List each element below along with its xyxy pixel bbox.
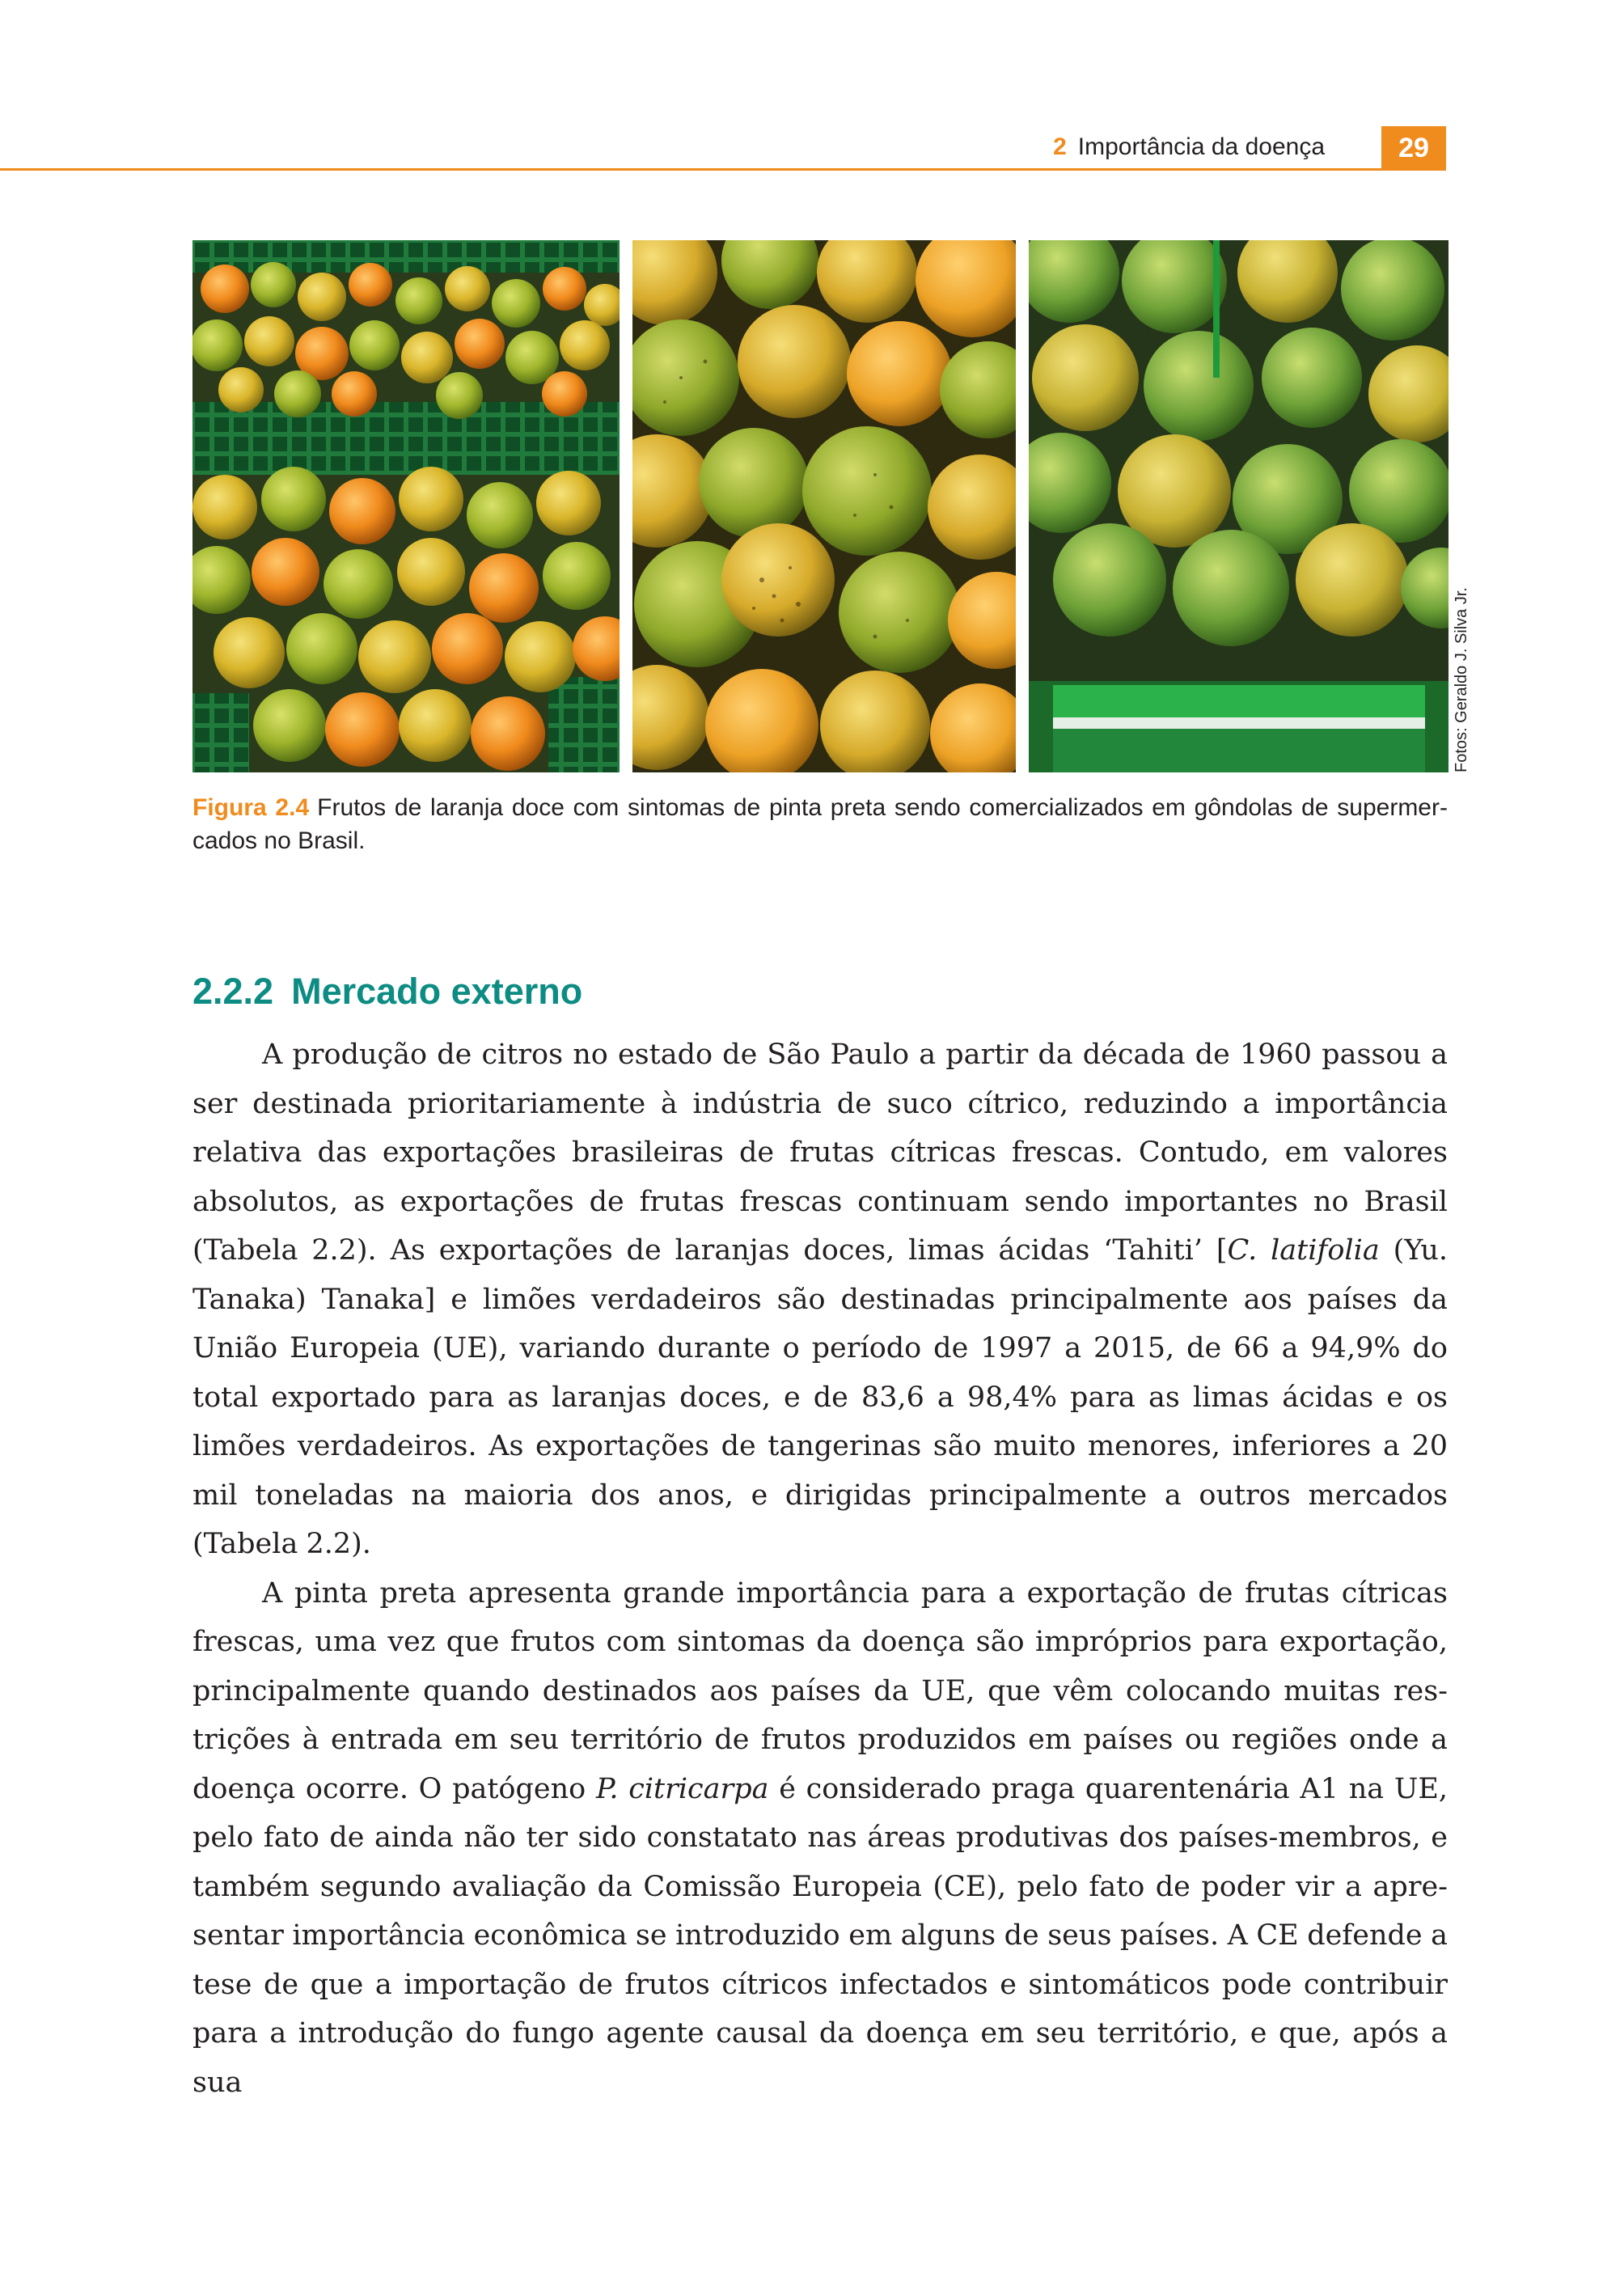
- figure-caption-text: Frutos de laranja doce com sintomas de pinta preta sendo comercializados em gôndolas de supermercados no Brasil.: [192, 794, 1448, 854]
- species-name: P. citricarpa: [595, 1772, 769, 1805]
- page-number: 29: [1381, 126, 1446, 171]
- species-name: C. latifolia: [1227, 1234, 1380, 1267]
- paragraph-text: A pinta preta apresenta grande importância para a exportação de frutas cítricas frescas, uma vez que frutos com sintomas da doença são impróprios para exportação, principalmente quando destinados aos países da UE, que vêm colocando muitas restrições à entrada em seu território de frutos produzidos em países ou regiões onde a doença ocorre. O patógeno: [192, 1576, 1448, 1805]
- section-number: 2.2.2: [192, 971, 274, 1012]
- paragraph-text: A produção de citros no estado de São Paulo a partir da década de 1960 passou a ser destinada prioritariamente à indústria de suco cítrico, reduzindo a importância relativa das exportações brasileiras de frutas cítricas frescas. Contudo, em valores absolutos, as exportações de frutas frescas continuam sendo importantes no Brasil (Tabela 2.2). As exportações de laranjas doces, limas ácidas ‘Tahiti’ [: [192, 1039, 1448, 1267]
- paragraph: [192, 1030, 1448, 1569]
- section-heading: [192, 969, 582, 1014]
- header-rule: [0, 168, 1446, 171]
- figure-label: Figura 2.4: [192, 794, 310, 821]
- chapter-title-text: Importância da doença: [1077, 133, 1325, 160]
- chapter-number: 2: [1053, 133, 1067, 160]
- fruit-display-crates-image: [192, 240, 620, 772]
- fruit-closeup-photo: [632, 240, 1016, 772]
- paragraph-text: (Yu. Tanaka) Tanaka] e limões verdadeiros são destinadas principalmente aos países da União Europeia (UE), variando durante o período de 1997 a 2015, de 66 a 94,9% do total exportado para as laranjas doces, e de 83,6 a 98,4% para as limas ácidas e os limões verdadeiros. As exportações de tangerinas são muito menores, inferiores a 20 mil toneladas na maioria dos anos, e dirigidas principalmente a outros mercados (Tabela 2.2).: [192, 1234, 1448, 1560]
- chapter-title: [1053, 131, 1325, 163]
- fruit-shelf-image: [1029, 240, 1448, 772]
- paragraph: [192, 1569, 1448, 2108]
- running-header: [0, 126, 1446, 170]
- section-title: Mercado externo: [291, 971, 583, 1012]
- fruit-closeup-image: [632, 240, 1016, 772]
- fruit-shelf-photo: [1029, 240, 1448, 772]
- body-text: [192, 1030, 1448, 2107]
- figure-caption: [192, 791, 1448, 857]
- photo-credit: Fotos: Geraldo J. Silva Jr.: [1453, 587, 1470, 772]
- paragraph-text: é considerado praga quarentenária A1 na UE, pelo fato de ainda não ter sido constatato nas áreas produtivas dos países-membros, e também segundo avaliação da Comissão Europeia (CE), pelo fato de poder vir a apresentar importância econômica se introduzido em alguns de seus países. A CE defende a tese de que a importação de frutos cítricos infectados e sintomáticos pode contribuir para a introdução do fungo agente causal da doença em seu território, e que, após a sua: [192, 1772, 1448, 2099]
- fruit-display-crates-photo: [192, 240, 620, 772]
